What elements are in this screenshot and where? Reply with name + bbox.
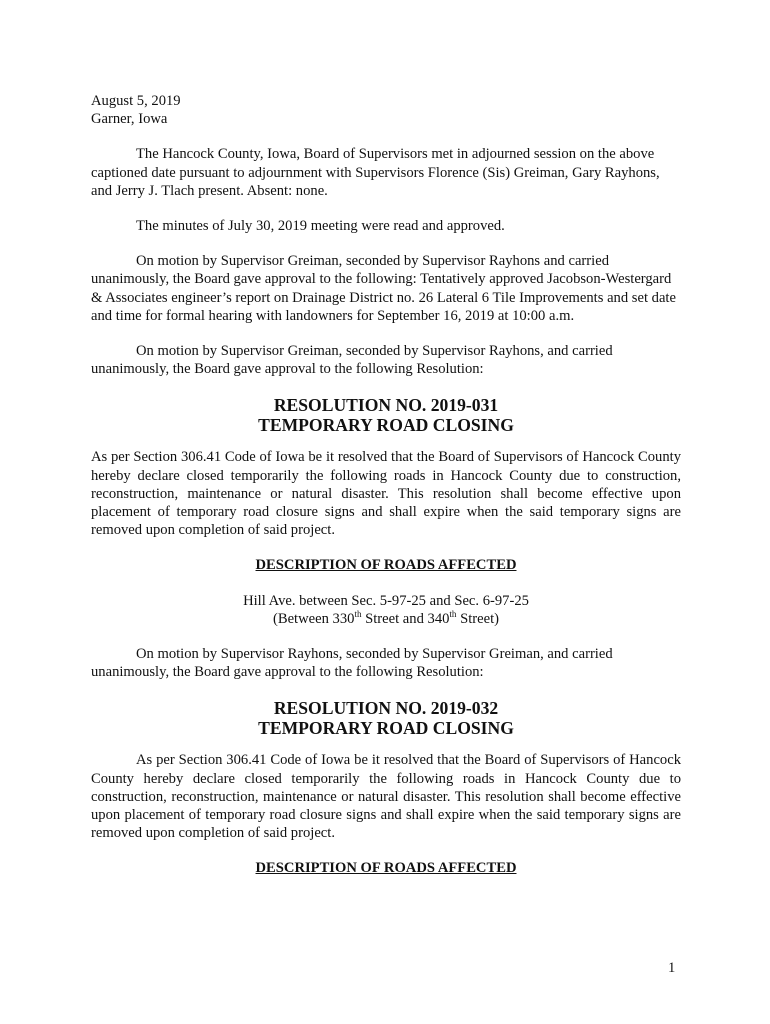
motion-paragraph-3: On motion by Supervisor Rayhons, seconded by Supervisor Greiman, and carried unanimously, the Board gave approval to the following Resolution: xyxy=(91,646,613,681)
resolution-2-body: As per Section 306.41 Code of Iowa be it resolved that the Board of Supervisors of Hancock County hereby declare closed temporarily the following roads in Hancock County due to construction, reconstruction, maintenance or natural disaster. This resolution shall become effective upon placement of temporary road closure signs and shall expire when the said temporary signs are removed upon completion of said project. xyxy=(91,752,681,842)
resolution-2-title: TEMPORARY ROAD CLOSING xyxy=(258,718,514,739)
minutes-paragraph: The minutes of July 30, 2019 meeting were read and approved. xyxy=(136,218,505,235)
resolution-1-body: As per Section 306.41 Code of Iowa be it resolved that the Board of Supervisors of Hancock County hereby declare closed temporarily the following roads in Hancock County due to construction, reconstruction, maintenance or natural disaster. This resolution shall become effective upon placement of temporary road closure signs and shall expire when the said temporary signs are removed upon completion of said project. xyxy=(91,449,681,539)
page-number: 1 xyxy=(668,960,676,976)
road-description-line-2: (Between 330th Street and 340th Street) xyxy=(272,608,499,627)
resolution-1-roads-heading: DESCRIPTION OF ROADS AFFECTED xyxy=(255,557,517,574)
meeting-date: August 5, 2019 xyxy=(91,93,181,109)
resolution-1-number: RESOLUTION NO. 2019-031 xyxy=(273,395,499,416)
motion-paragraph-1: On motion by Supervisor Greiman, seconded by Supervisor Rayhons and carried unanimously, the Board gave approval to the following: Tentatively approved Jacobson-Westergard & Associates engineer’s report on Drainage District no. 26 Lateral 6 Tile Improvements and set date and time for formal hearing with landowners for September 16, 2019 at 10:00 a.m. xyxy=(91,253,676,324)
motion-paragraph-2: On motion by Supervisor Greiman, seconded by Supervisor Rayhons, and carried unanimously, the Board gave approval to the following Resolution: xyxy=(91,343,613,378)
resolution-2-number: RESOLUTION NO. 2019-032 xyxy=(273,698,499,719)
resolution-2-roads-heading: DESCRIPTION OF ROADS AFFECTED xyxy=(255,860,517,877)
document-page xyxy=(91,92,681,878)
meeting-place: Garner, Iowa xyxy=(91,111,168,128)
intro-paragraph: The Hancock County, Iowa, Board of Supervisors met in adjourned session on the above captioned date pursuant to adjournment with Supervisors Florence (Sis) Greiman, Gary Rayhons, and Jerry J. Tlach present. Absent: none. xyxy=(91,146,660,199)
resolution-1-title: TEMPORARY ROAD CLOSING xyxy=(258,415,514,436)
road-description-line-1: Hill Ave. between Sec. 5-97-25 and Sec. 6-97-25 xyxy=(243,592,529,609)
